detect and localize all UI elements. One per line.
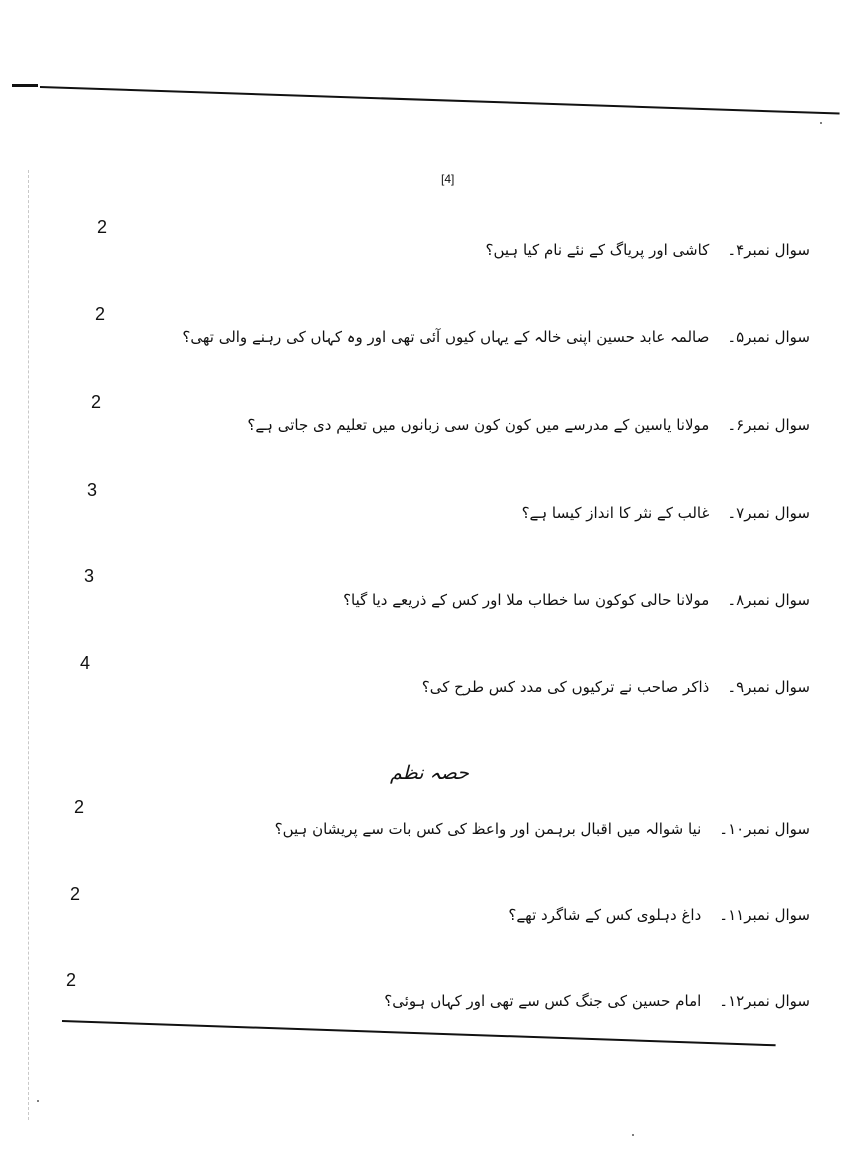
question-7 xyxy=(522,506,810,521)
question-12-marks: 2 xyxy=(66,970,77,990)
question-8-marks: 3 xyxy=(84,566,95,586)
question-8-text: مولانا حالی کوکون سا خطاب ملا اور کس کے ذریعے دیا گیا؟ xyxy=(343,591,710,609)
question-10-number: سوال نمبر۱۰۔ xyxy=(719,820,810,838)
question-8 xyxy=(343,593,810,608)
question-7-marks: 3 xyxy=(87,480,98,500)
top-divider xyxy=(40,86,840,115)
scan-speck xyxy=(820,122,822,124)
question-11-text: داغ دہلوی کس کے شاگرد تھے؟ xyxy=(508,906,702,924)
question-9-text: ذاکر صاحب نے ترکیوں کی مدد کس طرح کی؟ xyxy=(421,678,710,696)
question-7-number: سوال نمبر۷۔ xyxy=(727,504,810,522)
page-number: [4] xyxy=(441,172,455,186)
scan-speck xyxy=(632,1134,634,1136)
question-6-number: سوال نمبر۶۔ xyxy=(727,416,810,434)
question-12 xyxy=(384,994,810,1009)
question-11 xyxy=(508,908,810,923)
question-8-number: سوال نمبر۸۔ xyxy=(727,591,810,609)
question-9 xyxy=(422,680,810,695)
question-4 xyxy=(486,243,811,258)
question-10-text: نیا شوالہ میں اقبال برہمن اور واعظ کی کس بات سے پریشان ہیں؟ xyxy=(274,820,702,838)
section-heading-poetry: حصہ نظم xyxy=(390,762,469,784)
question-6-marks: 2 xyxy=(91,392,102,412)
question-4-text: کاشی اور پریاگ کے نئے نام کیا ہیں؟ xyxy=(485,241,710,259)
question-10-marks: 2 xyxy=(74,797,85,817)
question-5-number: سوال نمبر۵۔ xyxy=(727,328,810,346)
question-5-marks: 2 xyxy=(95,304,106,324)
question-7-text: غالب کے نثر کا انداز کیسا ہے؟ xyxy=(521,504,710,522)
top-rule-stub xyxy=(12,84,38,87)
question-12-number: سوال نمبر۱۲۔ xyxy=(719,992,810,1010)
scan-edge-line xyxy=(28,170,30,1120)
question-10 xyxy=(275,822,810,837)
question-12-text: امام حسین کی جنگ کس سے تھی اور کہاں ہوئی؟ xyxy=(384,992,702,1010)
question-4-number: سوال نمبر۴۔ xyxy=(727,241,810,259)
question-4-marks: 2 xyxy=(97,217,108,237)
question-11-number: سوال نمبر۱۱۔ xyxy=(719,906,810,924)
bottom-divider xyxy=(62,1020,776,1046)
question-6 xyxy=(247,418,810,433)
question-6-text: مولانا یاسین کے مدرسے میں کون کون سی زبانوں میں تعلیم دی جاتی ہے؟ xyxy=(247,416,710,434)
question-11-marks: 2 xyxy=(70,884,81,904)
question-5-text: صالمہ عابد حسین اپنی خالہ کے یہاں کیوں آئی تھی اور وہ کہاں کی رہنے والی تھی؟ xyxy=(182,328,710,346)
question-5 xyxy=(182,330,810,345)
scan-speck xyxy=(37,1100,39,1102)
question-9-number: سوال نمبر۹۔ xyxy=(727,678,810,696)
question-9-marks: 4 xyxy=(80,653,91,673)
